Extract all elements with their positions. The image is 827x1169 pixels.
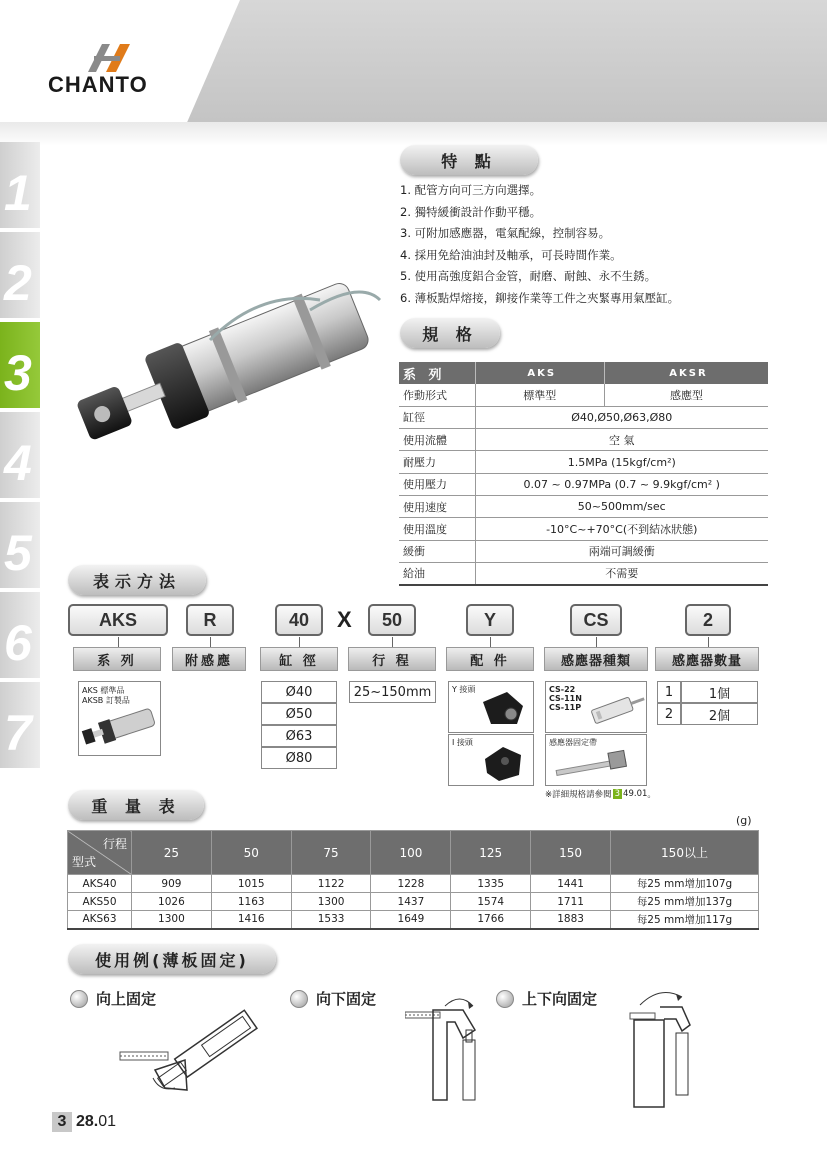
weight-cell: 1228 [371, 875, 451, 893]
weight-extra-cell: 每25 mm增加107g [611, 875, 759, 893]
weight-cell: 1335 [451, 875, 531, 893]
upward-clamp-diagram [115, 1000, 275, 1095]
i-joint-icon [477, 741, 529, 783]
category-stroke: 行 程 [348, 647, 436, 671]
feature-item: 4. 採用免給油油封及軸承，可長時間作業。 [400, 247, 622, 262]
spec-row [399, 473, 768, 495]
specs-title: 規 格 [400, 318, 500, 348]
spec-table [399, 362, 768, 586]
page-number [52, 1112, 116, 1132]
weights-unit: (g) [736, 814, 752, 827]
note-prefix: ※詳細規格請參閱 [545, 790, 612, 800]
spec-label: 耐壓力 [399, 451, 475, 473]
sensor-qty-label: 1個 [681, 681, 758, 703]
sensor-type-option: CS-11P [549, 703, 582, 712]
weight-row [68, 911, 759, 929]
weight-cell: 1163 [211, 893, 291, 911]
side-tab-7[interactable] [0, 682, 40, 768]
spec-header-label: 系 列 [399, 362, 475, 384]
side-tab-1[interactable] [0, 142, 40, 228]
series-options-box [78, 681, 161, 756]
weight-corner-cell [68, 831, 132, 875]
weight-row [68, 875, 759, 893]
spec-row [399, 540, 768, 562]
weight-cell: 1416 [211, 911, 291, 929]
header-shadow-band [0, 122, 827, 146]
weights-title: 重 量 表 [68, 790, 204, 820]
sensor-type-option: CS-11N [549, 694, 582, 703]
side-tab-label: 3 [4, 345, 32, 401]
code-stroke: 50 [368, 604, 416, 636]
weight-cell: 1574 [451, 893, 531, 911]
feature-item: 5. 使用高強度鋁合金管，耐磨、耐蝕、永不生銹。 [400, 269, 657, 283]
side-tab-label: 6 [4, 615, 32, 671]
model-cell: AKS40 [68, 875, 132, 893]
accessory-label: I 接頭 [452, 738, 473, 747]
spec-value: 兩端可調緩衝 [475, 540, 768, 562]
bullet-icon [70, 990, 88, 1008]
bullet-icon [496, 990, 514, 1008]
accessory-i-box [448, 734, 534, 786]
spec-header-row [399, 362, 768, 384]
bore-option-80: Ø80 [261, 747, 337, 769]
weight-header-row [68, 831, 759, 875]
side-tab-4[interactable] [0, 412, 40, 498]
side-tab-3[interactable] [0, 322, 40, 408]
spec-label: 緩衝 [399, 540, 475, 562]
chapter-number: 3 [52, 1112, 72, 1132]
sensor-switch-icon [586, 688, 646, 730]
code-sensor-type: CS [570, 604, 622, 636]
category-series: 系 列 [73, 647, 161, 671]
series-option: AKS 標準品 [82, 686, 125, 695]
sensor-qty-n: 1 [657, 681, 681, 703]
sensor-bracket-box [545, 734, 647, 786]
sensor-type-box [545, 681, 647, 733]
stroke-header: 25 [132, 831, 212, 875]
stroke-header: 75 [291, 831, 371, 875]
usage-example-down [290, 988, 376, 1009]
spec-label: 作動形式 [399, 384, 475, 406]
spec-row [399, 495, 768, 517]
sensor-type-option: CS-22 [549, 685, 576, 694]
weight-cell: 1711 [531, 893, 611, 911]
side-tab-6[interactable] [0, 592, 40, 678]
bullet-icon [290, 990, 308, 1008]
usage-example-both [496, 988, 597, 1009]
spec-header-aks: AKS [475, 362, 604, 384]
side-tab-label: 4 [4, 435, 32, 491]
corner-stroke-label: 行程 [102, 837, 127, 851]
weight-cell: 1026 [132, 893, 212, 911]
weight-cell: 1300 [291, 893, 371, 911]
weight-cell: 1300 [132, 911, 212, 929]
y-joint-icon [477, 688, 529, 730]
feature-item: 1. 配管方向可三方向選擇。 [400, 183, 542, 197]
sensor-bracket-label: 感應器固定帶 [549, 738, 597, 747]
spec-value: 感應型 [604, 384, 768, 406]
category-sensor-qty: 感應器數量 [655, 647, 759, 671]
feature-item: 3. 可附加感應器，電氣配線，控制容易。 [400, 226, 611, 240]
bore-option-63: Ø63 [261, 725, 337, 747]
spec-label: 使用流體 [399, 429, 475, 451]
code-series: AKS [68, 604, 168, 636]
brand-name: CHANTO [48, 72, 148, 97]
weight-cell: 1533 [291, 911, 371, 929]
bore-option-50: Ø50 [261, 703, 337, 725]
features-list [400, 180, 800, 309]
accessory-label: Y 接頭 [452, 685, 476, 694]
features-title: 特 點 [400, 145, 538, 175]
spec-reference-note [545, 788, 656, 800]
weight-cell: 1441 [531, 875, 611, 893]
spec-label: 給油 [399, 562, 475, 584]
model-cell: AKS50 [68, 893, 132, 911]
stroke-header: 150以上 [611, 831, 759, 875]
weight-cell: 1883 [531, 911, 611, 929]
stroke-header: 150 [531, 831, 611, 875]
stroke-header: 100 [371, 831, 451, 875]
spec-value: 1.5MPa (15kgf/cm²) [475, 451, 768, 473]
spec-label: 缸徑 [399, 406, 475, 428]
usage-example-label: 向下固定 [316, 990, 377, 1008]
spec-value: 標準型 [475, 384, 604, 406]
sensor-bracket-icon [554, 749, 644, 783]
ordering-title: 表示方法 [68, 565, 206, 595]
weight-cell: 909 [132, 875, 212, 893]
accessory-y-box [448, 681, 534, 733]
stroke-range: 25~150mm [349, 681, 436, 703]
code-accessory: Y [466, 604, 514, 636]
code-sensor-option: R [186, 604, 234, 636]
side-tab-label: 2 [4, 255, 32, 311]
spec-value: 不需要 [475, 562, 768, 584]
spec-row [399, 429, 768, 451]
weight-row [68, 893, 759, 911]
category-sensor-option: 附感應 [172, 647, 246, 671]
code-sensor-qty: 2 [685, 604, 731, 636]
series-cylinder-icon [81, 706, 159, 752]
weight-cell: 1649 [371, 911, 451, 929]
up-down-clamp-diagram [620, 985, 700, 1110]
spec-value: 空 氣 [475, 429, 768, 451]
note-chapter: 3 [614, 789, 621, 799]
spec-value: 0.07 ~ 0.97MPa (0.7 ~ 9.9kgf/cm² ) [475, 473, 768, 495]
spec-label: 使用壓力 [399, 473, 475, 495]
category-accessory: 配 件 [446, 647, 534, 671]
spec-row [399, 384, 768, 406]
usage-example-label: 上下向固定 [522, 990, 598, 1008]
spec-label: 使用速度 [399, 495, 475, 517]
side-tab-2[interactable] [0, 232, 40, 318]
brand-logo-icon [88, 44, 130, 72]
spec-value: -10°C~+70°C(不到結冰狀態) [475, 518, 768, 540]
weight-cell: 1437 [371, 893, 451, 911]
side-tab-label: 1 [4, 165, 32, 221]
category-sensor-type: 感應器種類 [544, 647, 648, 671]
spec-value: Ø40,Ø50,Ø63,Ø80 [475, 406, 768, 428]
category-bore: 缸 徑 [260, 647, 338, 671]
weight-cell: 1015 [211, 875, 291, 893]
weight-extra-cell: 每25 mm增加117g [611, 911, 759, 929]
weight-cell: 1122 [291, 875, 371, 893]
note-suffix: 。 [647, 790, 656, 800]
weight-extra-cell: 每25 mm增加137g [611, 893, 759, 911]
page-number-main: 28. [76, 1113, 99, 1130]
spec-row [399, 451, 768, 473]
bore-option-40: Ø40 [261, 681, 337, 703]
model-cell: AKS63 [68, 911, 132, 929]
spec-row [399, 406, 768, 428]
feature-item: 6. 薄板點焊熔接，鉚接作業等工件之夾緊專用氣壓缸。 [400, 290, 680, 305]
spec-header-aksr: AKSR [604, 362, 768, 384]
page-number-sub: 01 [98, 1113, 117, 1130]
clamp-cylinder-product-image [60, 270, 390, 470]
downward-clamp-diagram [405, 990, 495, 1110]
stroke-header: 50 [211, 831, 291, 875]
stroke-header: 125 [451, 831, 531, 875]
sensor-qty-n: 2 [657, 703, 681, 725]
feature-item: 2. 獨特緩衝設計作動平穩。 [400, 204, 542, 219]
side-tab-5[interactable] [0, 502, 40, 588]
code-separator: X [337, 607, 352, 632]
spec-label: 使用溫度 [399, 518, 475, 540]
side-tab-label: 5 [4, 525, 32, 581]
weight-table [67, 830, 759, 930]
note-page: 49.01 [623, 789, 648, 799]
spec-value: 50~500mm/sec [475, 495, 768, 517]
sensor-qty-label: 2個 [681, 703, 758, 725]
series-option: AKSB 訂製品 [82, 696, 130, 705]
code-bore: 40 [275, 604, 323, 636]
spec-row [399, 562, 768, 584]
spec-row [399, 518, 768, 540]
usage-title: 使用例(薄板固定) [68, 944, 276, 974]
corner-model-label: 型式 [72, 855, 97, 869]
usage-example-label: 向上固定 [96, 990, 157, 1008]
weight-cell: 1766 [451, 911, 531, 929]
side-tab-label: 7 [4, 705, 32, 761]
